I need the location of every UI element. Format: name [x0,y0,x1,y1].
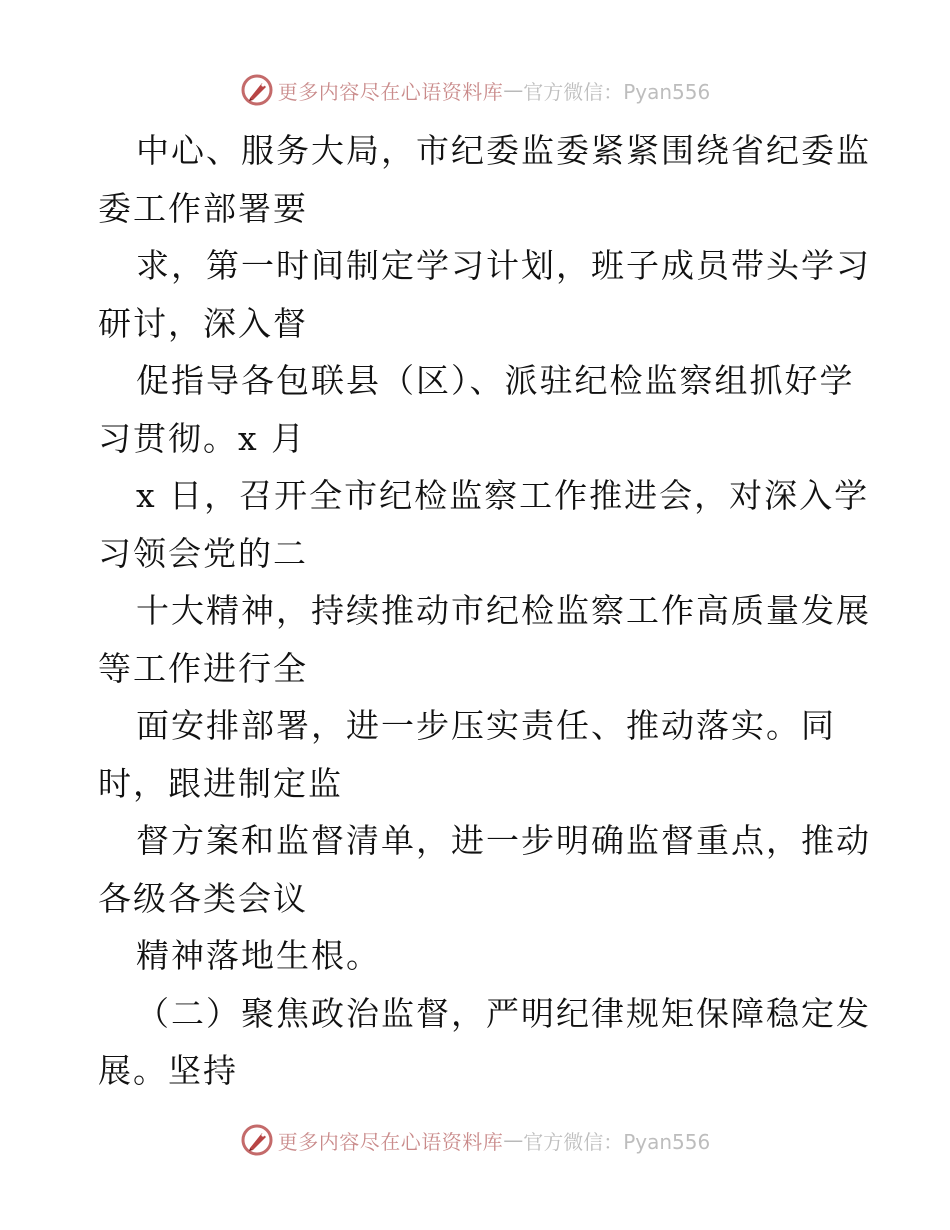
watermark-brand-text: 更多内容尽在心语资料库 [277,1129,504,1154]
body-line: 求，第一时间制定学习计划，班子成员带头学习 [136,246,871,285]
body-line: 精神落地生根。 [136,936,381,975]
header-watermark [0,70,950,110]
body-line: x 日，召开全市纪检监察工作推进会，对深入学 [136,476,870,515]
body-line: 促指导各包联县（区）、派驻纪检监察组抓好学 [136,361,855,400]
body-line: 等工作进行全 [98,648,308,688]
body-line: 督方案和监督清单，进一步明确监督重点，推动 [136,821,871,860]
body-line: 委工作部署要 [98,188,308,228]
body-line: 展。坚持 [98,1051,238,1090]
body-line: 习领会党的二 [98,533,308,573]
watermark-contact-text: 官方微信：Pyan556 [523,79,711,104]
pen-nib-circle-icon [240,1123,274,1157]
body-line: 各级各类会议 [98,878,308,918]
body-line: 时，跟进制定监 [98,763,343,803]
pen-nib-circle-icon [240,73,274,107]
body-line: 中心、服务大局，市纪委监委紧紧围绕省纪委监 [136,131,871,170]
body-line: 习贯彻。x 月 [98,418,307,458]
footer-watermark [0,1120,950,1160]
body-line: 十大精神，持续推动市纪检监察工作高质量发展 [136,591,871,630]
watermark-separator: — [503,78,524,102]
body-line: 研讨，深入督 [98,303,308,343]
watermark-brand-text: 更多内容尽在心语资料库 [277,79,504,104]
document-body [98,122,871,1100]
watermark-separator: — [503,1128,524,1152]
watermark-contact-text: 官方微信：Pyan556 [523,1129,711,1154]
section-heading-line: （二）聚焦政治监督，严明纪律规矩保障稳定发 [136,993,871,1033]
body-line: 面安排部署，进一步压实责任、推动落实。同 [136,706,836,745]
